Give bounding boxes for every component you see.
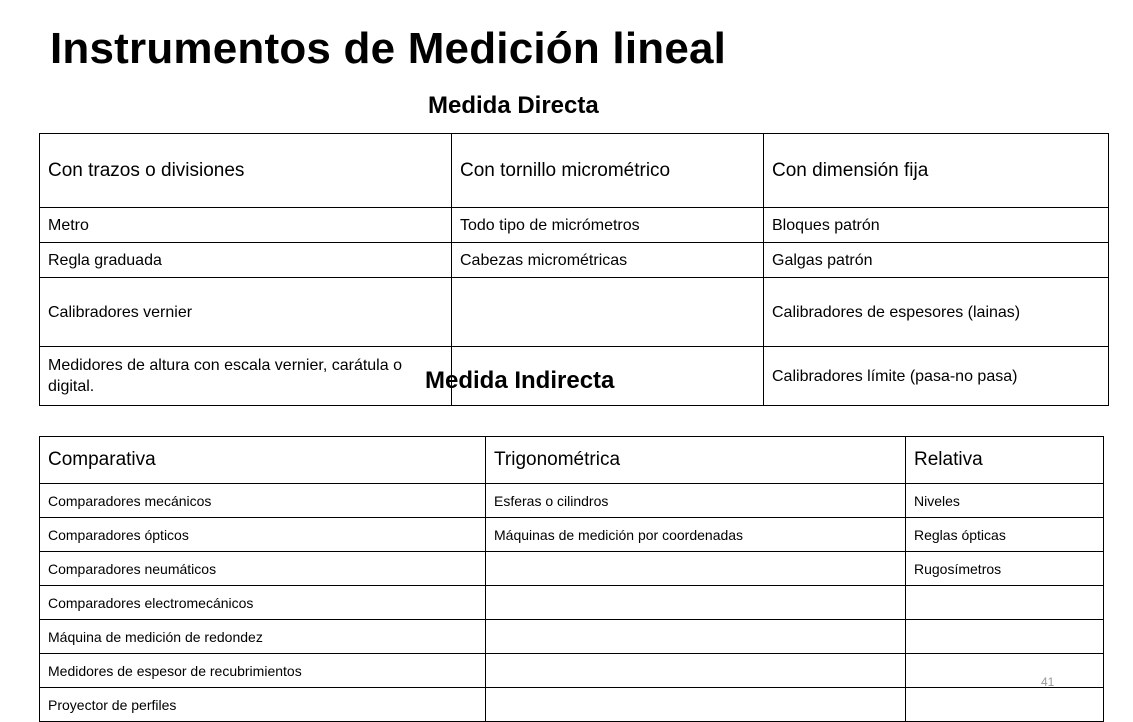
table-cell: Comparadores electromecánicos bbox=[40, 586, 486, 620]
table-row bbox=[40, 484, 1104, 518]
table-row bbox=[40, 688, 1104, 722]
page-title: Instrumentos de Medición lineal bbox=[50, 24, 727, 73]
table-cell bbox=[906, 620, 1104, 654]
indirect-measure-table bbox=[39, 436, 1104, 722]
table-cell: Medidores de altura con escala vernier, carátula o digital. bbox=[40, 347, 452, 406]
table-cell bbox=[486, 654, 906, 688]
direct-measure-table bbox=[39, 133, 1109, 406]
table-cell: Metro bbox=[40, 208, 452, 243]
table-cell: Galgas patrón bbox=[764, 243, 1109, 278]
table-row bbox=[40, 243, 1109, 278]
table-cell: Máquina de medición de redondez bbox=[40, 620, 486, 654]
table-row bbox=[40, 278, 1109, 347]
table-cell bbox=[486, 620, 906, 654]
table-cell: Niveles bbox=[906, 484, 1104, 518]
table-row bbox=[40, 620, 1104, 654]
header-cell: Con trazos o divisiones bbox=[40, 134, 452, 208]
direct-measure-subtitle: Medida Directa bbox=[428, 92, 599, 119]
table-cell: Rugosímetros bbox=[906, 552, 1104, 586]
header-cell: Con tornillo micrométrico bbox=[452, 134, 764, 208]
table-cell: Comparadores mecánicos bbox=[40, 484, 486, 518]
table-cell: Bloques patrón bbox=[764, 208, 1109, 243]
table-cell: Máquinas de medición por coordenadas bbox=[486, 518, 906, 552]
header-cell: Comparativa bbox=[40, 437, 486, 484]
table-cell: Proyector de perfiles bbox=[40, 688, 486, 722]
table-cell: Calibradores de espesores (lainas) bbox=[764, 278, 1109, 347]
table-row bbox=[40, 552, 1104, 586]
table-row bbox=[40, 586, 1104, 620]
table-header-row bbox=[40, 437, 1104, 484]
table-cell: Calibradores vernier bbox=[40, 278, 452, 347]
table-cell: Cabezas micrométricas bbox=[452, 243, 764, 278]
table-cell bbox=[486, 552, 906, 586]
table-cell: Todo tipo de micrómetros bbox=[452, 208, 764, 243]
table-header-row bbox=[40, 134, 1109, 208]
table-cell bbox=[906, 654, 1104, 688]
header-cell: Con dimensión fija bbox=[764, 134, 1109, 208]
header-cell: Relativa bbox=[906, 437, 1104, 484]
table-row bbox=[40, 208, 1109, 243]
table-row bbox=[40, 654, 1104, 688]
table-cell bbox=[906, 688, 1104, 722]
table-cell bbox=[486, 586, 906, 620]
header-cell: Trigonométrica bbox=[486, 437, 906, 484]
table-cell: Comparadores neumáticos bbox=[40, 552, 486, 586]
table-cell: Comparadores ópticos bbox=[40, 518, 486, 552]
table-cell: Reglas ópticas bbox=[906, 518, 1104, 552]
table-cell: Medidores de espesor de recubrimientos bbox=[40, 654, 486, 688]
page-number: 41 bbox=[1041, 675, 1055, 689]
table-cell: Esferas o cilindros bbox=[486, 484, 906, 518]
indirect-measure-subtitle: Medida Indirecta bbox=[425, 367, 615, 394]
table-cell: Calibradores límite (pasa-no pasa) bbox=[764, 347, 1109, 406]
table-cell: Regla graduada bbox=[40, 243, 452, 278]
table-row bbox=[40, 518, 1104, 552]
table-cell bbox=[486, 688, 906, 722]
table-cell bbox=[452, 278, 764, 347]
table-cell bbox=[906, 586, 1104, 620]
